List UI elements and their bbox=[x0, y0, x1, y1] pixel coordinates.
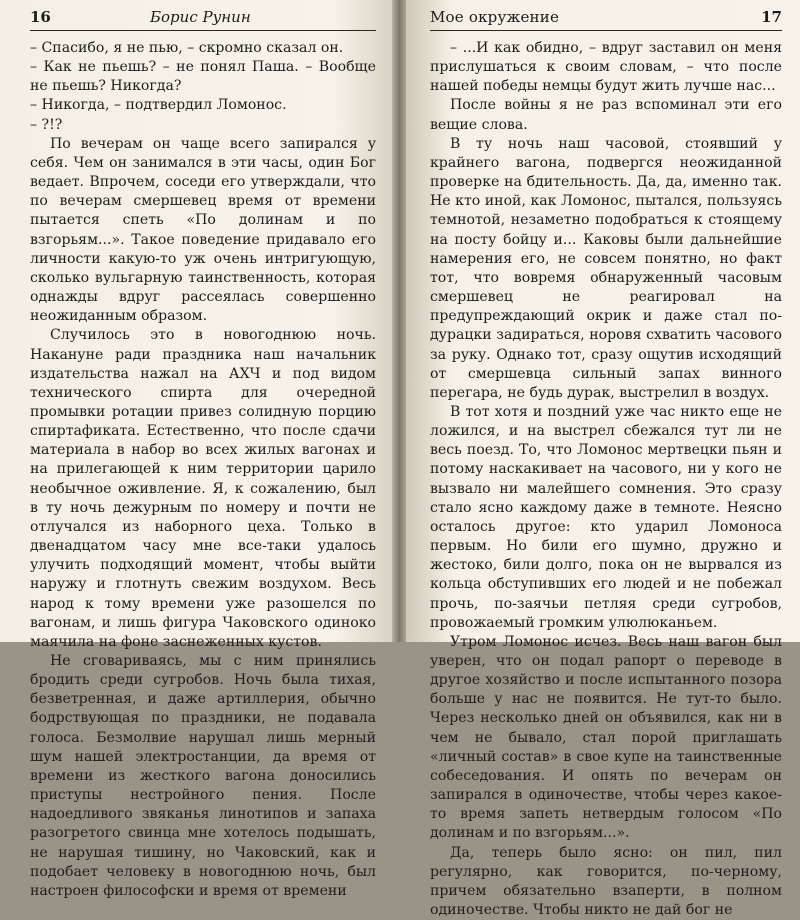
book-gutter bbox=[392, 0, 406, 642]
right-page-number: 17 bbox=[761, 8, 782, 26]
right-running-head bbox=[430, 4, 782, 31]
paragraph: – Как не пьешь? – не понял Паша. – Вообще не пьешь? Никогда? bbox=[30, 59, 376, 95]
paragraph: По вечерам он чаще всего запирался у себя. Чем он занимался в эти часы, один Бог ведает. Впрочем, соседи его утверждали, что по вечерам смершевец время от времени пытается спеть «По долинам и по взгорьям...». Такое поведение придавало его личности какую-то уж очень интригующую, сколько вульгарную таинственность, которая однажды вдруг рассеялась совершенно неожиданным образом. bbox=[30, 135, 376, 325]
paragraph: Не сговариваясь, мы с ним принялись бродить среди сугробов. Ночь была тихая, безветренная, и даже артиллерия, обычно бодрствующая по праздники, не подавала голоса. Безмолвие нарушал лишь мерный шум нашей электростанции, да время от времени из жесткого вагона доносились приступы нестройного пения. После надоедливого звяканья линотипов и запаха разогретого свинца мне хотелось подышать, не нарушая тишину, но Чаковский, как и подобает человеку в новогоднюю ночь, был настроен философски и время от времени bbox=[30, 653, 376, 899]
paragraph: – Никогда, – подтвердил Ломонос. bbox=[30, 97, 287, 114]
left-page-text bbox=[30, 39, 376, 901]
paragraph: Утром Ломонос исчез. Весь наш вагон был уверен, что он подал рапорт о переводе в другое хозяйство и после испытанного позора больше у нас не появится. Не тут-то было. Через несколько дней он объявился, как ни в чем не бывало, стал порой приглашать «личный состав» в свое купе на таинственные собеседования. И опять по вечерам он запирался в одиночестве, чтобы через какое-то время запеть нетвердым голосом «По долинам и по взгорьям...». bbox=[430, 633, 782, 842]
paragraph: – ...И как обидно, – вдруг заставил он меня прислушаться к своим словам, – что после нашей победы немцы будут жить лучше нас... bbox=[430, 40, 782, 95]
paragraph: – ?!? bbox=[30, 116, 63, 133]
right-page bbox=[406, 0, 800, 919]
left-page-number: 16 bbox=[30, 8, 51, 26]
paragraph: В ту ночь наш часовой, стоявший у крайнего вагона, подвергся неожиданной проверке на бдительность. Да, да, именно так. Не кто иной, как Ломонос, пытался, пользуясь темнотой, незаметно подобраться к стоящему на посту бойцу и... Каковы были дальнейшие намерения его, не совсем понятно, но факт тот, что вовремя обнаруженный часовым смершевец не реагировал на предупреждающий окрик и даже стал по-дурацки задираться, норовя схватить часового за руку. Однако тот, сразу ощутив исходящий от смершевца сильный запах винного перегара, не будь дурак, выстрелил в воздух. bbox=[430, 135, 782, 401]
paragraph: После войны я не раз вспоминал эти его вещие слова. bbox=[430, 97, 782, 133]
right-page-text bbox=[430, 39, 782, 920]
right-running-head-title: Мое окружение bbox=[430, 8, 560, 26]
left-page bbox=[0, 0, 392, 899]
left-running-head bbox=[30, 4, 376, 31]
left-running-head-title: Борис Рунин bbox=[150, 8, 251, 26]
paragraph: – Спасибо, я не пью, – скромно сказал он. bbox=[30, 40, 344, 56]
paragraph: Да, теперь было ясно: он пил, пил регулярно, как говорится, по-черному, причем обязательно взаперти, в полном одиночестве. Чтобы никто не дай бог не bbox=[430, 844, 782, 919]
paragraph: Случилось это в новогоднюю ночь. Накануне ради праздника наш начальник издательства нажал на АХЧ и под видом технического спирта для очередной промывки ротации привез солидную порцию спиртафиката. Естественно, что после сдачи материала в набор во всех жилых вагонах и на прилегающей к ним территории царило необычное оживление. Я, к сожалению, был в ту ночь дежурным по номеру и почти не отлучался из наборного цеха. Только в двенадцатом часу мне все-таки удалось улучить подходящий момент, чтобы выйти наружу и глотнуть свежим воздухом. Весь народ к тому времени уже разошелся по вагонам, и лишь фигура Чаковского одиноко маячила на фоне заснеженных кустов. bbox=[30, 327, 376, 650]
paragraph: В тот хотя и поздний уже час никто еще не ложился, и на выстрел сбежался тут ли не весь поезд. То, что Ломонос мертвецки пьян и потому наскакивает на часового, ни у кого не вызвало ни малейшего сомнения. Это сразу стало ясно каждому даже в темноте. Неясно осталось другое: кто ударил Ломоноса первым. Но били его шумно, дружно и жестоко, били долго, пока он не вырвался из кольца обступивших его людей и не побежал прочь, по-заячьи петляя среди сугробов, провожаемый громким улюлюканьем. bbox=[430, 403, 782, 631]
